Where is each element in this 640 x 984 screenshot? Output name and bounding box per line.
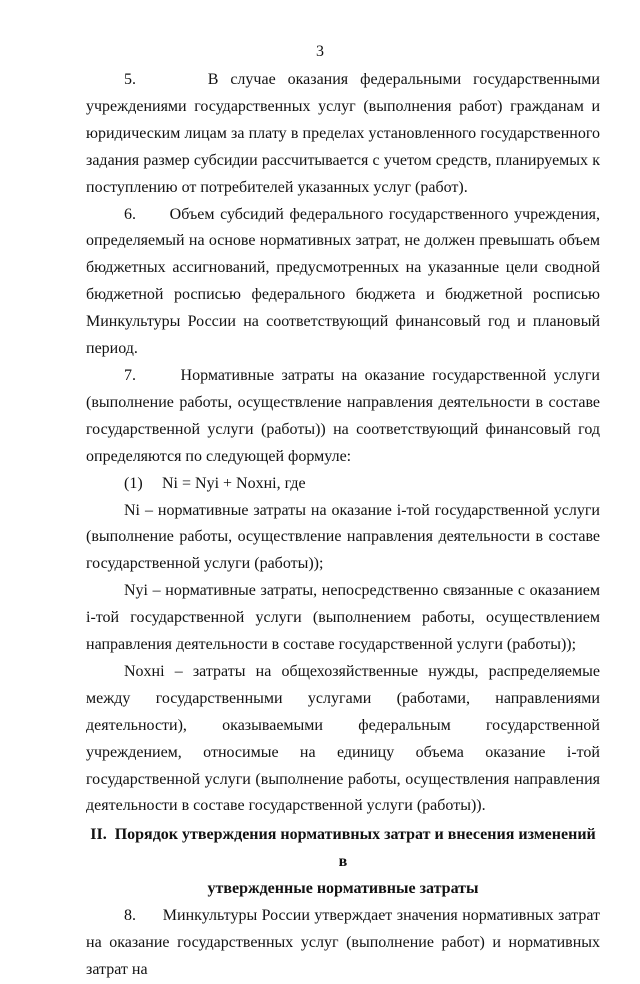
section-heading-line1: II. Порядок утверждения нормативных затрат и внесения изменений в xyxy=(90,826,596,871)
definition-nyi: Nyi – нормативные затраты, непосредственно связанные с оказанием i-той государственной услуги (выполнением работы, осуществлением направления деятельности в составе государственной услуги (работы)); xyxy=(86,582,600,654)
paragraph-7: 7. Нормативные затраты на оказание государственной услуги (выполнение работы, осуществление направления деятельности в составе государственной услуги (работы)) на соответствующий финансовый год определяются по следующей формуле: xyxy=(86,366,600,465)
formula-number: (1) xyxy=(124,474,143,492)
document-body xyxy=(86,67,600,984)
section-heading-line2: утвержденные нормативные затраты xyxy=(207,880,479,898)
page-number: 3 xyxy=(316,43,324,60)
formula-line xyxy=(86,471,600,498)
definition-noxni: Noxнi – затраты на общехозяйственные нужды, распределяемые между государственными услугами (работами, направлениями деятельности), оказываемыми федеральным государственной учреждением, относимые на единицу объема оказание i-той государственной услуги (выполнение работы, осуществления направления деятельности в составе государственной услуги (работы)). xyxy=(86,662,600,815)
formula-text: Ni = Nyi + Noxнi, где xyxy=(162,474,306,492)
section-heading xyxy=(86,822,600,903)
definition-ni: Ni – нормативные затраты на оказание i-той государственной услуги (выполнение работы, осуществление направления деятельности в составе государственной услуги (работы)); xyxy=(86,501,600,573)
paragraph-6: 6. Объем субсидий федерального государственного учреждения, определяемый на основе нормативных затрат, не должен превышать объем бюджетных ассигнований, предусмотренных на указанные цели сводной бюджетной росписью федерального бюджета и бюджетной росписью Минкультуры России на соответствующий финансовый год и плановый период. xyxy=(86,205,600,358)
paragraph-8: 8. Минкультуры России утверждает значения нормативных затрат на оказание государственных услуг (выполнение работ) и нормативных затрат на xyxy=(86,907,600,978)
paragraph-5: 5. В случае оказания федеральными государственными учреждениями государственных услуг (выполнения работ) гражданам и юридическим лицам за плату в пределах установленного государственного задания размер субсидии рассчитывается с учетом средств, планируемых к поступлению от потребителей указанных услуг (работ). xyxy=(86,71,600,196)
